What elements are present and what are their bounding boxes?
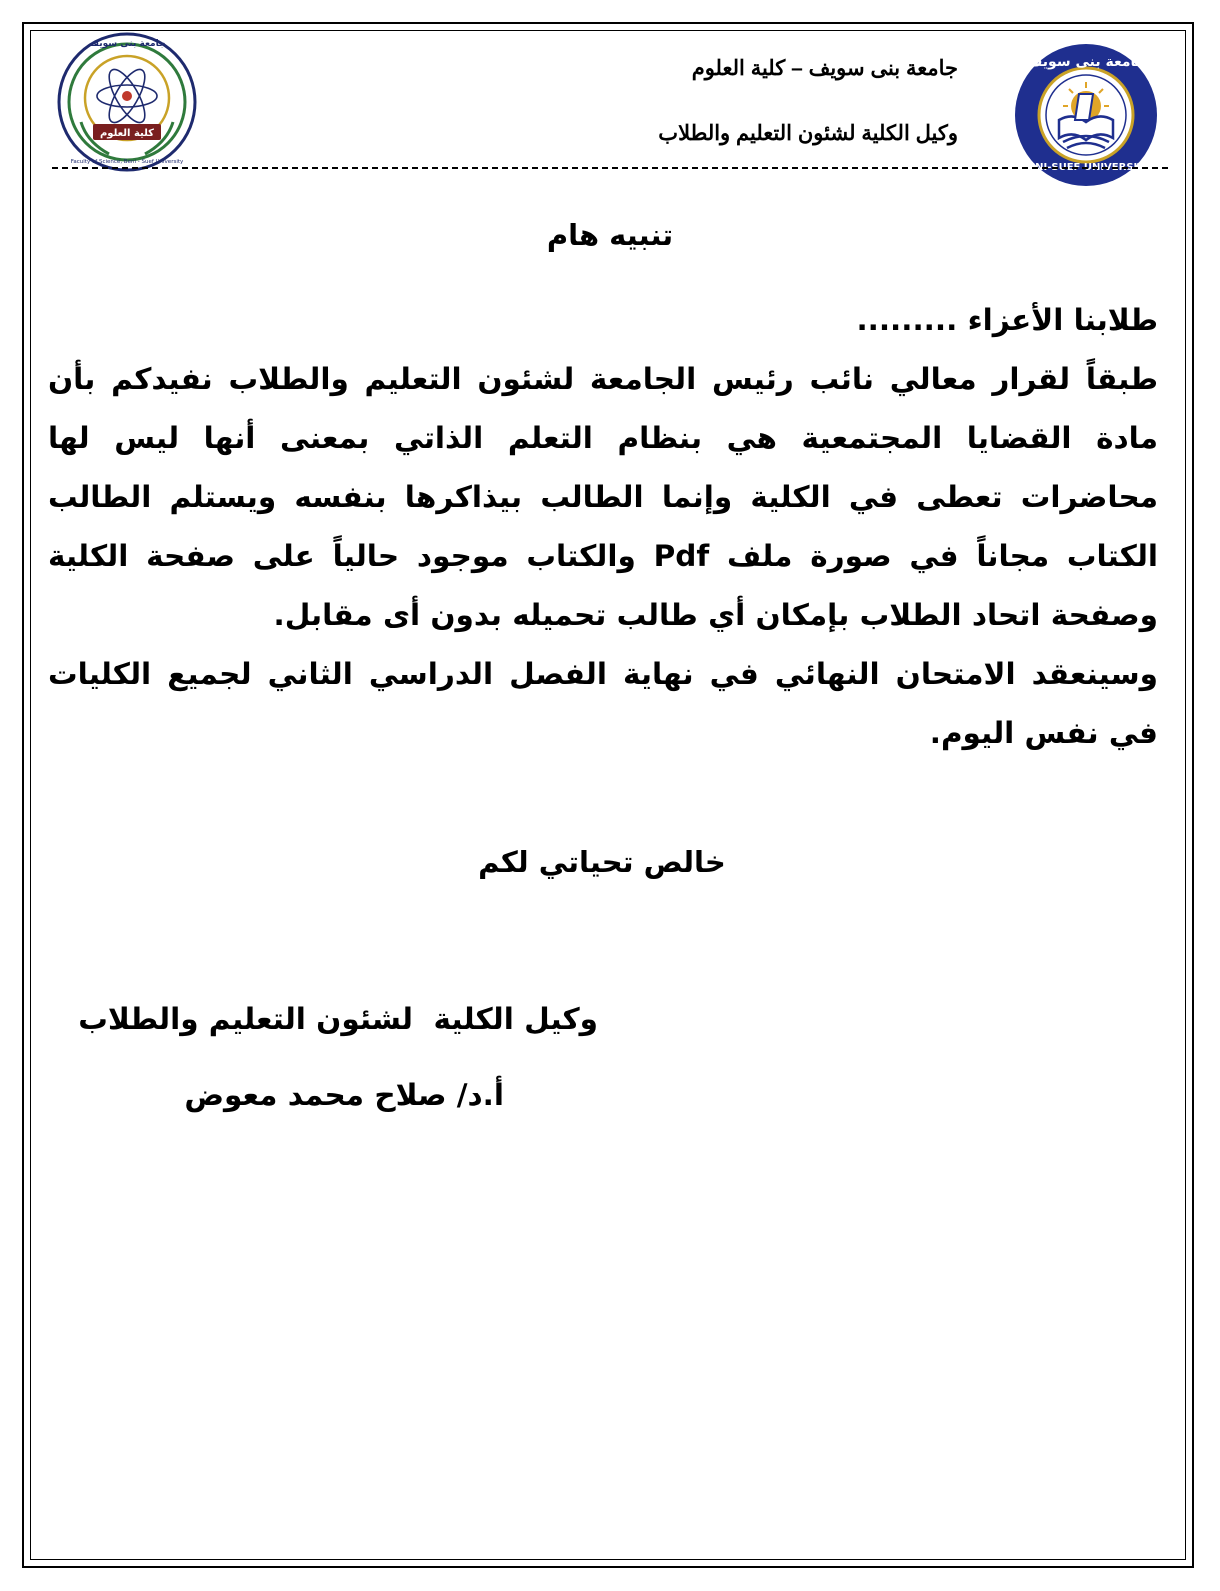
svg-text:جامعة بنى سويف: جامعة بنى سويف	[88, 39, 166, 49]
svg-text:Faculty of Science, Beni - Sue: Faculty of Science, Beni - Suef University	[70, 159, 184, 165]
notice-title: تنبيه هام	[546, 218, 674, 252]
svg-text:كلية العلوم: كلية العلوم	[99, 128, 155, 139]
faculty-of-science-seal-icon	[57, 32, 197, 172]
closing-greeting: خالص تحياتي لكم	[478, 845, 726, 879]
header-divider	[52, 167, 1168, 169]
header-vice-dean: وكيل الكلية لشئون التعليم والطلاب	[658, 122, 958, 145]
page-border-inner	[30, 30, 1186, 1560]
notice-body	[48, 291, 1158, 763]
paragraph-decision: طبقاً لقرار معالي نائب رئيس الجامعة لشئون التعليم والطلاب نفيدكم بأن مادة القضايا المجتمعية هي بنظام التعلم الذاتي بمعنى أنها ليس لها محاضرات تعطى في الكلية وإنما الطالب بيذاكرها بنفسه ويستلم الطالب الكتاب مجاناً في صورة ملف Pdf والكتاب موجود حالياً على صفحة الكلية وصفحة اتحاد الطلاب بإمكان أي طالب تحميله بدون أى مقابل.	[48, 362, 1159, 632]
signature-title: وكيل الكلية لشئون التعليم والطلاب	[78, 1002, 598, 1036]
header-university-faculty: جامعة بنى سويف – كلية العلوم	[691, 57, 958, 80]
signature-name: أ.د/ صلاح محمد معوض	[184, 1078, 504, 1112]
svg-text:جامعة بنى سويف: جامعة بنى سويف	[1026, 54, 1146, 70]
paragraph-exam: وسينعقد الامتحان النهائي في نهاية الفصل الدراسي الثاني لجميع الكليات في نفس اليوم.	[48, 657, 1158, 750]
greeting: طلابنا الأعزاء .........	[856, 303, 1158, 337]
svg-text:BENI-SUEF UNIVERSITY: BENI-SUEF UNIVERSITY	[1020, 162, 1152, 173]
